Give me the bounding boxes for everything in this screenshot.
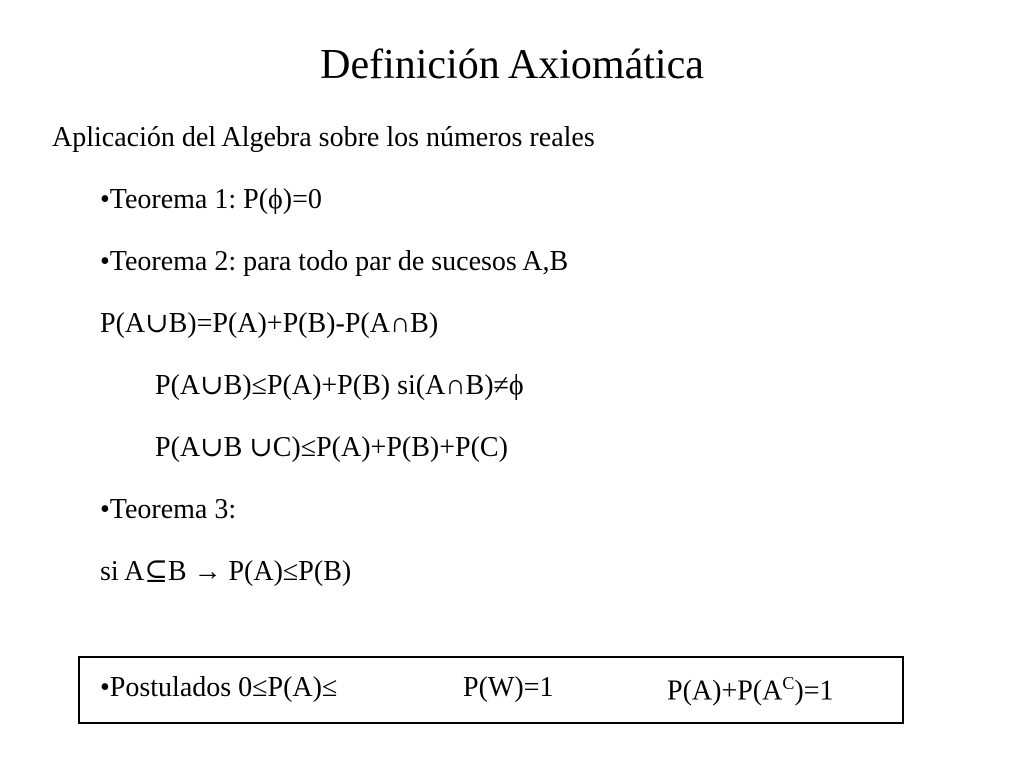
postulado-2: P(W)=1 (463, 672, 554, 703)
slide-subtitle: Aplicación del Algebra sobre los números reales (52, 122, 595, 153)
union-inequality-line: P(A∪B)≤P(A)+P(B) si(A∩B)≠ϕ (155, 370, 524, 401)
postulado-3 (667, 674, 834, 705)
theorem-3-line: •Teorema 3: (100, 494, 237, 525)
postulado-3-end: )=1 (794, 675, 834, 707)
postulado-1: •Postulados 0≤P(A)≤ (100, 672, 338, 703)
postulado-3-base: P(A)+P(A (667, 675, 783, 707)
union-formula-line: P(A∪B)=P(A)+P(B)-P(A∩B) (100, 308, 439, 339)
subset-implication-line: si A⊆B → P(A)≤P(B) (100, 556, 352, 587)
theorem-1-line: •Teorema 1: P(ϕ)=0 (100, 184, 322, 215)
slide-title: Definición Axiomática (320, 42, 704, 88)
triple-union-inequality-line: P(A∪B ∪C)≤P(A)+P(B)+P(C) (155, 432, 508, 463)
postulado-3-superscript: C (782, 673, 795, 693)
theorem-2-line: •Teorema 2: para todo par de sucesos A,B (100, 246, 569, 277)
